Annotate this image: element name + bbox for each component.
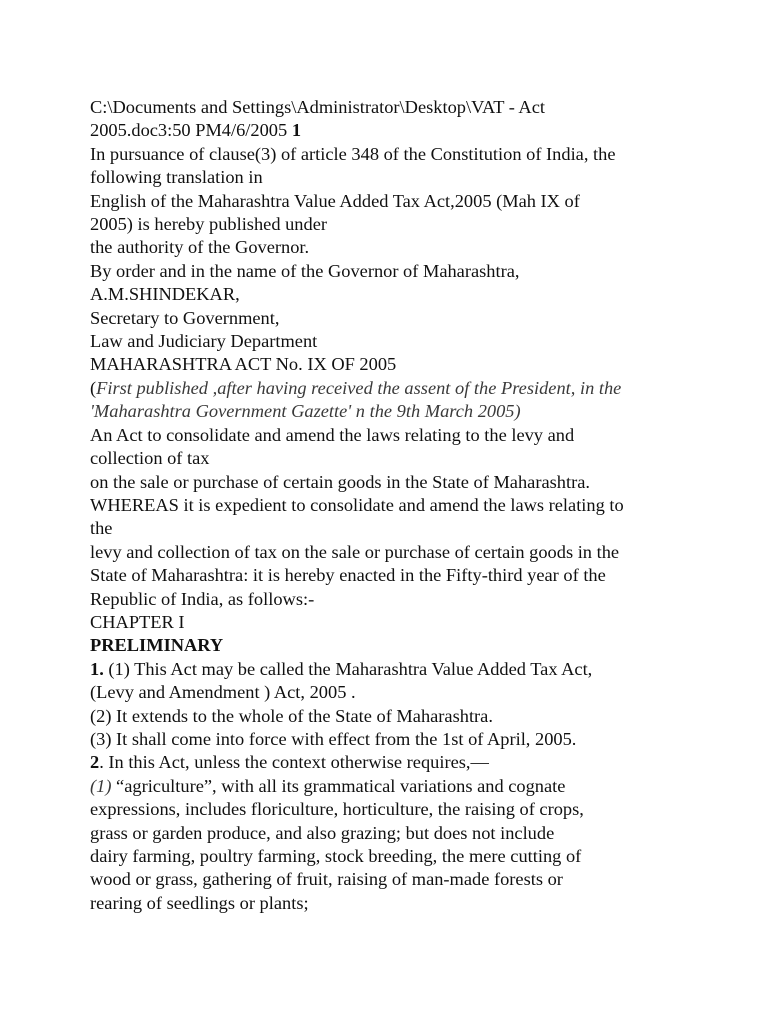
clause-1-text: “agriculture”, with all its grammatical variations and cognate (111, 775, 566, 796)
preamble-line: following translation in (90, 167, 263, 188)
publication-note-paren: ( (90, 377, 97, 398)
publication-note-line-2: 'Maharashtra Government Gazette' n the 9th March 2005) (90, 401, 521, 422)
publication-note-line (90, 377, 750, 400)
page-number: 1 (291, 120, 302, 141)
clause-1-line (90, 775, 750, 798)
section-2-intro: . In this Act, unless the context otherwise requires,— (99, 752, 489, 773)
body-line: Republic of India, as follows:- (90, 588, 315, 609)
chapter-title: PRELIMINARY (90, 635, 224, 656)
body-line: WHEREAS it is expedient to consolidate and amend the laws relating to (90, 494, 624, 515)
clause-1-label: (1) (90, 775, 112, 796)
preamble-line: the authority of the Governor. (90, 237, 310, 258)
clause-continuation-line: expressions, includes floriculture, horticulture, the raising of crops, (90, 799, 584, 820)
section-1-line (90, 658, 750, 681)
body-line: levy and collection of tax on the sale or purchase of certain goods in the (90, 541, 620, 562)
signatory-title: Secretary to Government, (90, 307, 280, 328)
clause-continuation-line: rearing of seedlings or plants; (90, 892, 309, 913)
file-path-line: C:\Documents and Settings\Administrator\Desktop\VAT - Act (90, 97, 545, 117)
file-timestamp: 2005.doc3:50 PM4/6/2005 (90, 120, 288, 141)
section-1-text: (1) This Act may be called the Maharashtra Value Added Tax Act, (103, 658, 593, 679)
chapter-heading: CHAPTER I (90, 611, 185, 632)
clause-continuation-line: dairy farming, poultry farming, stock breeding, the mere cutting of (90, 846, 582, 866)
body-line: on the sale or purchase of certain goods in the State of Maharashtra. (90, 471, 590, 492)
section-1-subsection-2: (2) It extends to the whole of the State of Maharashtra. (90, 705, 493, 726)
clause-continuation-line: grass or garden produce, and also grazing; but does not include (90, 822, 555, 843)
body-line: collection of tax (90, 448, 210, 469)
document-text (90, 96, 750, 915)
act-title: MAHARASHTRA ACT No. IX OF 2005 (90, 354, 397, 375)
department-name: Law and Judiciary Department (90, 331, 318, 352)
section-1-continuation: (Levy and Amendment ) Act, 2005 . (90, 682, 356, 703)
file-timestamp-line (90, 119, 750, 142)
body-line: the (90, 518, 113, 539)
body-line: An Act to consolidate and amend the laws relating to the levy and (90, 424, 575, 445)
signatory-name: A.M.SHINDEKAR, (90, 284, 240, 305)
publication-note-text: First published ,after having received the assent of the President, in the (96, 377, 622, 398)
section-1-number: 1. (90, 658, 104, 679)
clause-continuation-line: wood or grass, gathering of fruit, raising of man-made forests or (90, 869, 563, 890)
section-2-line (90, 751, 750, 774)
preamble-line: 2005) is hereby published under (90, 214, 327, 235)
body-line: State of Maharashtra: it is hereby enacted in the Fifty-third year of the (90, 565, 606, 586)
section-1-subsection-3: (3) It shall come into force with effect from the 1st of April, 2005. (90, 728, 577, 749)
preamble-line: In pursuance of clause(3) of article 348 of the Constitution of India, the (90, 143, 616, 164)
order-line: By order and in the name of the Governor of Maharashtra, (90, 260, 520, 281)
section-2-number: 2 (90, 752, 100, 773)
preamble-line: English of the Maharashtra Value Added Tax Act,2005 (Mah IX of (90, 190, 580, 211)
